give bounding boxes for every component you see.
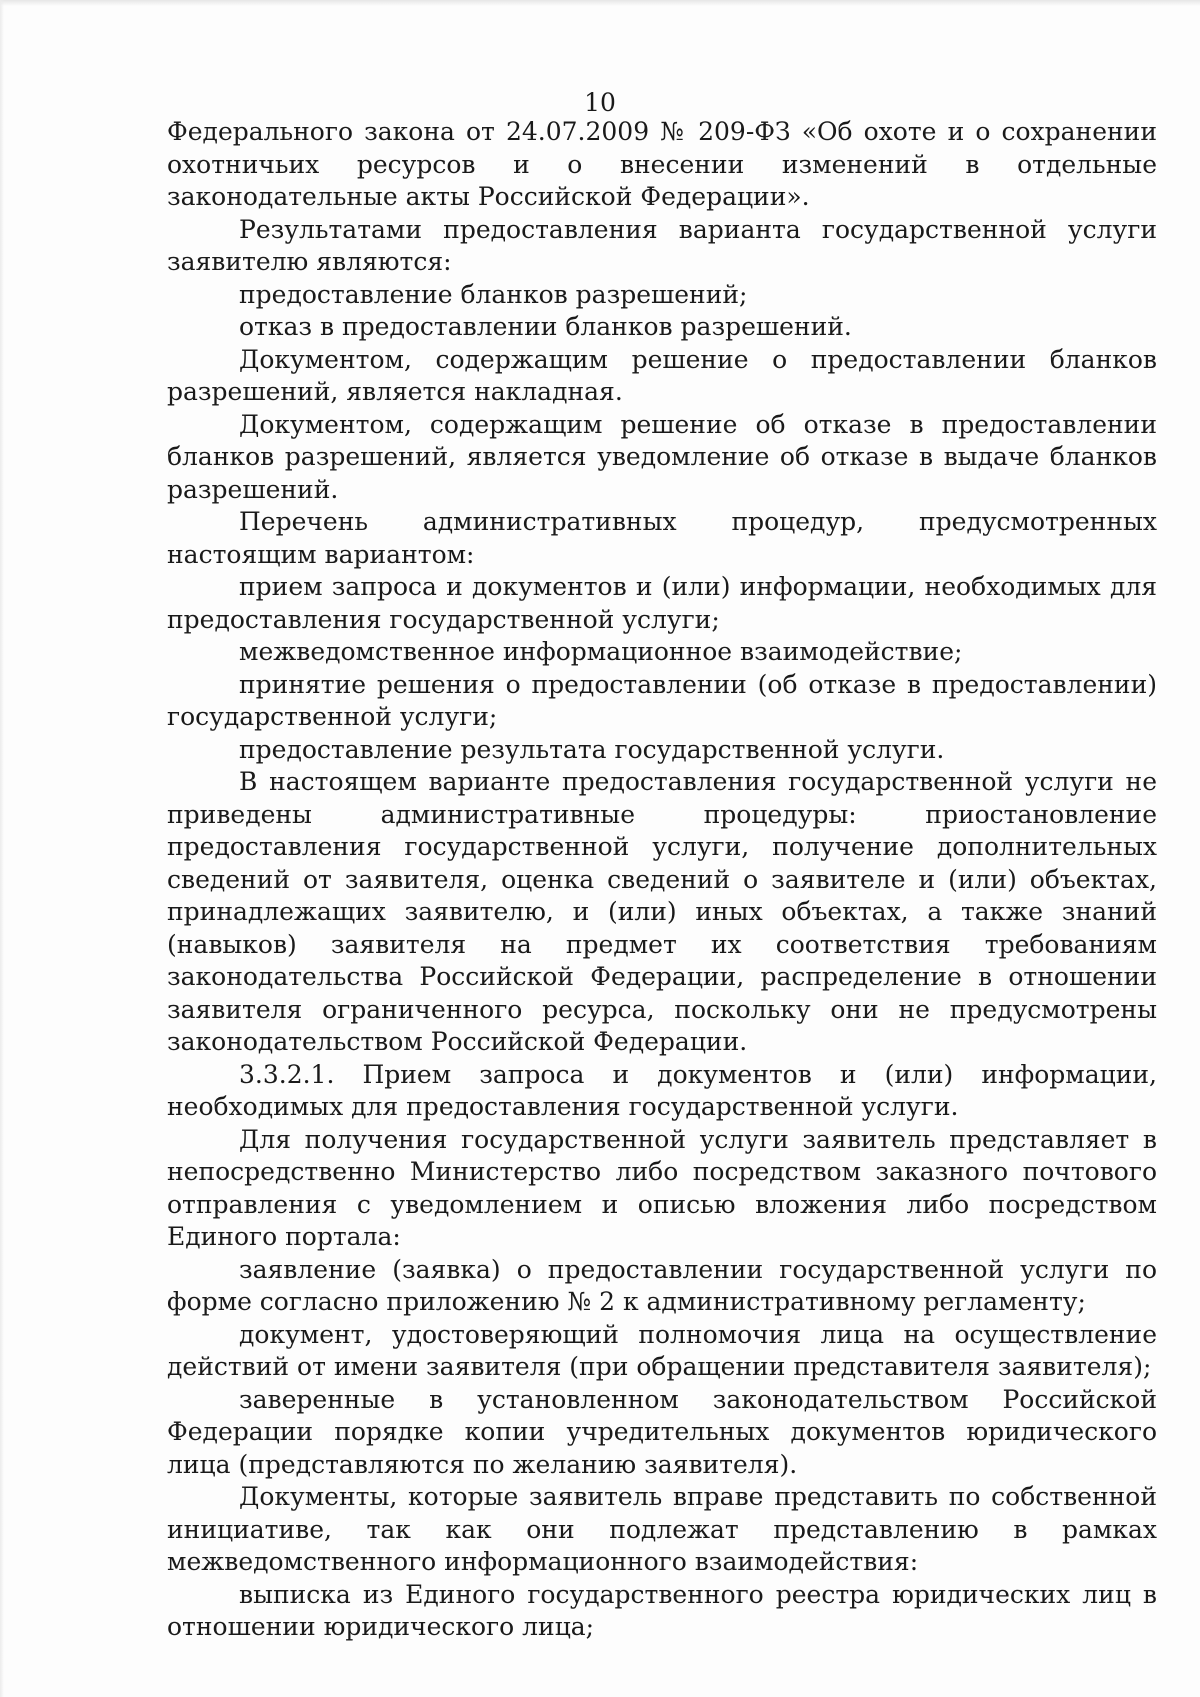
paragraph: принятие решения о предоставлении (об отказе в предоставлении) государственной услуги;	[167, 669, 1157, 731]
section-heading-paragraph: 3.3.2.1. Прием запроса и документов и (или) информации, необходимых для предоставления государственной услуги.	[167, 1059, 1157, 1121]
paragraph: Документы, которые заявитель вправе представить по собственной инициативе, так как они подлежат представлению в рамках межведомственного информационного взаимодействия:	[167, 1482, 1157, 1576]
paragraph: Документом, содержащим решение о предоставлении бланков разрешений, является накладная.	[167, 344, 1157, 406]
scan-left-edge	[0, 0, 4, 1697]
paragraph: межведомственное информационное взаимодействие;	[239, 637, 963, 666]
paragraph: отказ в предоставлении бланков разрешений.	[239, 312, 852, 341]
paragraph: Результатами предоставления варианта государственной услуги заявителю являются:	[167, 214, 1157, 276]
paragraph: Перечень административных процедур, предусмотренных настоящим вариантом:	[167, 507, 1157, 569]
paragraph: прием запроса и документов и (или) информации, необходимых для предоставления государственной услуги;	[167, 572, 1157, 634]
paragraph: заверенные в установленном законодательством Российской Федерации порядке копии учредительных документов юридического лица (представляются по желанию заявителя).	[167, 1384, 1157, 1479]
document-body	[167, 116, 1157, 1644]
paragraph: документ, удостоверяющий полномочия лица на осуществление действий от имени заявителя (при обращении представителя заявителя);	[167, 1319, 1157, 1381]
paragraph: Документом, содержащим решение об отказе в предоставлении бланков разрешений, является уведомление об отказе в выдаче бланков разрешений.	[167, 409, 1157, 504]
paragraph: предоставление бланков разрешений;	[239, 279, 748, 309]
paragraph: заявление (заявка) о предоставлении государственной услуги по форме согласно приложению № 2 к административному регламенту;	[167, 1254, 1157, 1316]
paragraph: предоставление результата государственной услуги.	[239, 734, 945, 764]
paragraph: Федерального закона от 24.07.2009 № 209-ФЗ «Об охоте и о сохранении охотничьих ресурсов и о внесении изменений в отдельные законодательные акты Российской Федерации».	[167, 117, 1157, 211]
scan-top-edge	[0, 0, 1200, 6]
paragraph: В настоящем варианте предоставления государственной услуги не приведены административные процедуры: приостановление предоставления государственной услуги, получение дополнительных сведений от заявителя, оценка сведений о заявителе и (или) объектах, принадлежащих заявителю, и (или) иных объектах, а также знаний (навыков) заявителя на предмет их соответствия требованиям законодательства Российской Федерации, распределение в отношении заявителя ограниченного ресурса, поскольку они не предусмотрены законодательством Российской Федерации.	[167, 767, 1157, 1056]
page-number: 10	[584, 88, 616, 117]
paragraph: выписка из Единого государственного реестра юридических лиц в отношении юридического лица;	[167, 1579, 1157, 1641]
paragraph: Для получения государственной услуги заявитель представляет в непосредственно Министерство либо посредством заказного почтового отправления с уведомлением и описью вложения либо посредством Единого портала:	[167, 1124, 1157, 1251]
